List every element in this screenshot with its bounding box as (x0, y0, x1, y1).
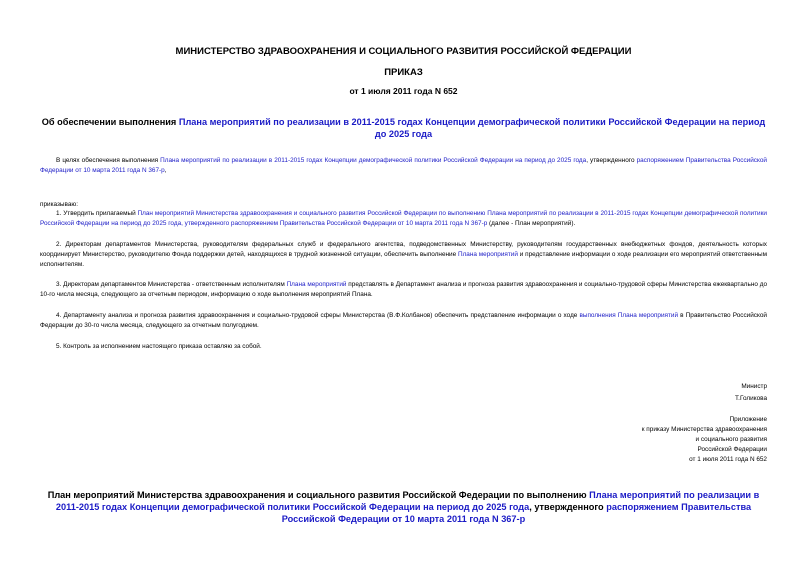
preamble-paragraph (40, 156, 767, 176)
preamble-plan-link[interactable]: Плана мероприятий по реализации в 2011-2015 годах Концепции демографической политики Российской Федерации на период до 2025 года (160, 157, 587, 164)
item-5: 5. Контроль за исполнением настоящего приказа оставляю за собой. (56, 343, 262, 350)
item-3-text-b: представлять в Департамент анализа и прогноза развития здравоохранения и социально-трудовой сферы Министерства ежеквартально до 10-го числа месяца, следующего за отчетным периодом, информацию о ходе выполнения мероприятий Плана. (40, 281, 767, 298)
appendix-line-1: Приложение (729, 416, 767, 423)
plan-title (40, 489, 767, 525)
item-1-text-a: 1. Утвердить прилагаемый (56, 210, 138, 217)
appendix-line-3: и социального развития (695, 436, 767, 443)
appendix-line-5: от 1 июля 2011 года N 652 (689, 456, 767, 463)
item-3-link[interactable]: Плана мероприятий (286, 281, 347, 288)
item-2 (40, 240, 767, 270)
preamble-text-3: , (164, 167, 167, 174)
signature-name: Т.Голикова (734, 395, 767, 402)
plan-title-link-1[interactable]: Плана мероприятий по реализации в 2011-2015 годах Концепции демографической политики Российской Федерации на период до 2025 года (55, 490, 760, 512)
appendix-line-4: Российской Федерации (697, 446, 767, 453)
item-2-link[interactable]: Плана мероприятий (457, 251, 518, 258)
item-3 (40, 280, 767, 300)
item-1-text-b: (далее - План мероприятий). (487, 220, 576, 227)
preamble-decree-link[interactable]: распоряжением Правительства Российской Федерации от 10 марта 2011 года N 367-р (40, 157, 767, 174)
item-2-text-a: 2. Директорам департаментов Министерства, руководителям федеральных служб и федерального агентства, подведомственных Министерству, руководителям государственных внебюджетных фондов, деятельность которых координирует Министерство, руководителю Фонда поддержки детей, находящихся в трудной жизненной ситуации, обеспечить выполнение (40, 241, 767, 258)
preamble-text-1: В целях обеспечения выполнения (56, 157, 161, 164)
item-4-text-b: в Правительство Российской Федерации до 30-го числа месяца, следующего за отчетным полугодием. (40, 312, 767, 329)
item-4 (40, 311, 767, 331)
item-3-text-a: 3. Директорам департаментов Министерства - ответственным исполнителям (56, 281, 287, 288)
ministry-heading: МИНИСТЕРСТВО ЗДРАВООХРАНЕНИЯ И СОЦИАЛЬНОГО РАЗВИТИЯ РОССИЙСКОЙ ФЕДЕРАЦИИ (175, 46, 632, 57)
item-2-text-b: и представление информации о ходе реализации его мероприятий ответственным исполнителям. (40, 251, 767, 268)
preamble-text-2: , утвержденного (586, 157, 637, 164)
orders-label: приказываю: (40, 201, 78, 208)
doc-date-number: от 1 июля 2011 года N 652 (349, 86, 458, 96)
order-title-prefix: Об обеспечении выполнения (41, 117, 179, 127)
item-4-link[interactable]: выполнения Плана мероприятий (579, 312, 679, 319)
plan-title-text-a: План мероприятий Министерства здравоохранения и социального развития Российской Федерации по выполнению (47, 490, 590, 500)
doc-type-heading: ПРИКАЗ (384, 67, 423, 78)
signature-role: Министр (741, 383, 767, 390)
order-title (40, 116, 767, 140)
item-4-text-a: 4. Департаменту анализа и прогноза развития здравоохранения и социально-трудовой сферы Министерства (В.Ф.Колбанов) обеспечить представление информации о ходе (56, 312, 580, 319)
item-1 (40, 209, 767, 229)
plan-title-link-2[interactable]: распоряжением Правительства Российской Федерации от 10 марта 2011 года N 367-р (281, 502, 752, 524)
order-title-link[interactable]: Плана мероприятий по реализации в 2011-2015 годах Концепции демографической политики Российской Федерации на период до 2025 года (178, 117, 766, 139)
plan-title-text-b: , утвержденного (529, 502, 607, 512)
appendix-line-2: к приказу Министерства здравоохранения (641, 426, 767, 433)
item-1-link[interactable]: План мероприятий Министерства здравоохранения и социального развития Российской Федерации по выполнению Плана мероприятий по реализации в 2011-2015 годах Концепции демографической политики Российской Федерации на период до 2025 года, утвержденного распоряжением Правительства Российской Федерации от 10 марта 2011 года N 367-р (40, 210, 767, 227)
